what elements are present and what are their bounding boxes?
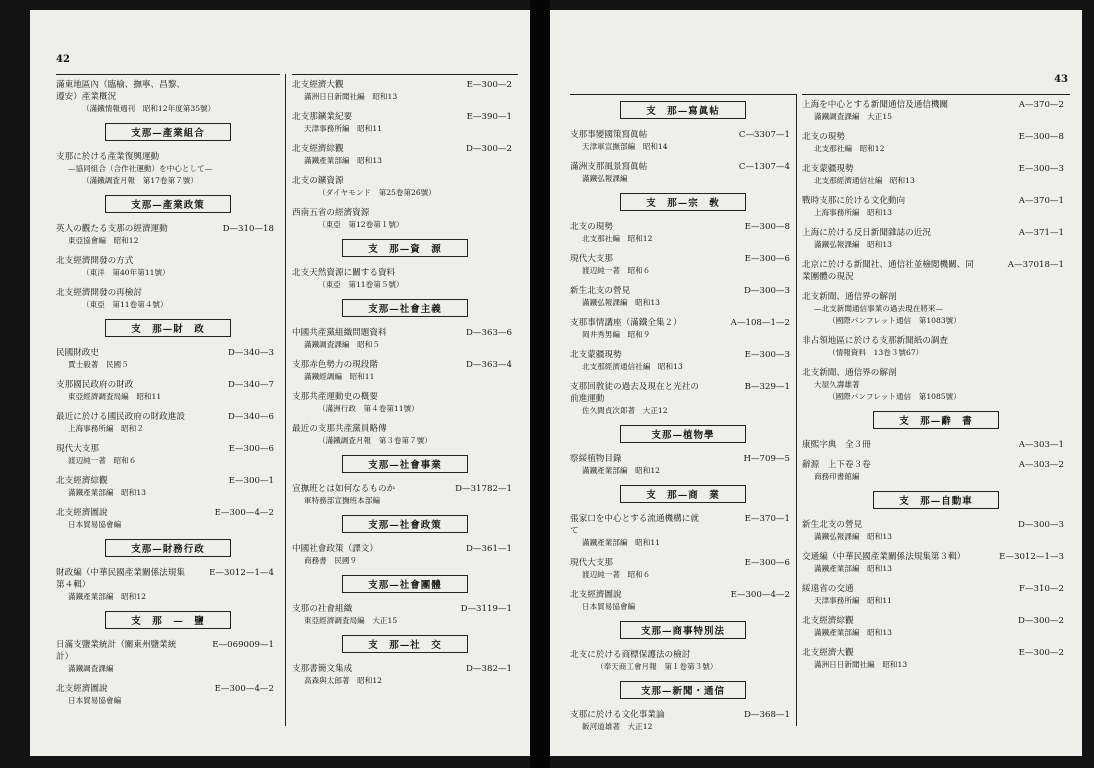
catalog-entry <box>292 327 518 351</box>
catalog-entry <box>570 317 796 341</box>
entry-title: 北支蒙疆現勢 <box>802 164 854 174</box>
entry-title: 辭源 上下卷３卷 <box>802 460 871 470</box>
entry-publisher: 飯河道雄著 大正12 <box>582 722 653 731</box>
entry-publisher: 渡辺純一著 昭和６ <box>582 266 651 275</box>
catalog-entry <box>802 439 1070 451</box>
section-header: 支那—產業組合 <box>105 123 231 141</box>
entry-publisher: 上海事務所編 昭和２ <box>68 424 144 433</box>
right-column-1 <box>570 94 796 748</box>
entry-publisher: —協同組合（合作社運動）を中心として— <box>68 164 213 173</box>
entry-title: 上海に於ける反日新聞雜誌の近況 <box>802 228 931 238</box>
call-number: E—390—1 <box>466 112 512 122</box>
entry-publisher: 北支那經濟通信社編 昭和13 <box>582 362 683 371</box>
call-number: A—370—2 <box>1018 100 1064 110</box>
catalog-entry <box>802 291 1070 327</box>
entry-publisher: 渡辺純一著 昭和６ <box>68 456 137 465</box>
call-number: C—1307—4 <box>738 162 790 172</box>
call-number: C—3307—1 <box>738 130 790 140</box>
section-header: 支 那—社 交 <box>342 635 468 653</box>
entry-publisher: 上海事務所編 昭和13 <box>814 208 893 217</box>
call-number: E—300—8 <box>1018 132 1064 142</box>
entry-publisher: 高森與太郎著 昭和12 <box>304 676 383 685</box>
call-number: E—300—8 <box>744 222 790 232</box>
section-header: 支 那 — 鹽 <box>105 611 231 629</box>
entry-source-note: （滿鐵調査月報 第17卷第７號） <box>82 176 198 185</box>
entry-publisher: 賈士毅著 民國５ <box>68 360 129 369</box>
entry-title: 北支に於ける商標保護法の檢討 <box>570 650 691 660</box>
section-header: 支那—社會主義 <box>342 299 468 317</box>
entry-source-note: （滿鐵調査月報 第３卷第７號） <box>318 436 432 445</box>
entry-source-note: （東亞 第12卷第１號） <box>318 220 404 229</box>
book-gutter <box>530 0 550 768</box>
catalog-entry <box>292 143 518 167</box>
entry-title: 北支那鑛業紀要 <box>292 112 353 122</box>
right-page <box>550 10 1082 756</box>
catalog-entry <box>802 551 1070 575</box>
entry-title: 現代大支那 <box>570 254 613 264</box>
catalog-entry <box>570 349 796 373</box>
left-column-1 <box>56 74 280 748</box>
section-header: 支那—新聞・通信 <box>620 681 746 699</box>
catalog-entry <box>292 207 518 231</box>
catalog-entry <box>802 615 1070 639</box>
catalog-entry <box>292 423 518 447</box>
entry-source-note: （ダイヤモンド 第25卷第26號） <box>318 188 436 197</box>
entry-publisher: 滿鐵產業部編 昭和13 <box>304 156 383 165</box>
entry-title: 戰時支那に於ける文化動向 <box>802 196 906 206</box>
entry-title: 張家口を中心とする流通機構に就て <box>570 514 699 536</box>
catalog-entry <box>802 583 1070 607</box>
call-number: E—300—2 <box>466 80 512 90</box>
entry-publisher: 佐久間貞次郞著 大正12 <box>582 406 668 415</box>
catalog-entry <box>292 175 518 199</box>
entry-title: 最近に於ける國民政府の財政進設 <box>56 412 185 422</box>
entry-publisher: 滿鐵弘報課編 昭和13 <box>582 298 661 307</box>
entry-publisher: 滿鐵產業部編 昭和12 <box>582 466 661 475</box>
entry-publisher: 日本貿易協會編 <box>68 696 122 705</box>
call-number: D—300—3 <box>1018 520 1064 530</box>
call-number: D—310—18 <box>222 224 274 234</box>
section-header: 支 那—寫眞帖 <box>620 101 746 119</box>
entry-title: 北支經濟圖說 <box>56 684 108 694</box>
entry-source-note: （東亞 第11卷第５號） <box>318 280 404 289</box>
entry-title: 交通編（中華民國產業關係法規集第３輯） <box>802 552 966 562</box>
call-number: A—371—1 <box>1018 228 1064 238</box>
entry-title: 英人の觀たる支那の經濟運動 <box>56 224 168 234</box>
call-number: E—300—4—2 <box>214 684 274 694</box>
catalog-entry <box>56 151 280 187</box>
catalog-entry <box>802 459 1070 483</box>
call-number: E—300—6 <box>744 254 790 264</box>
catalog-entry <box>802 519 1070 543</box>
entry-title: 支那赤色勢力の現段階 <box>292 360 378 370</box>
entry-title: 察綏植物目錄 <box>570 454 622 464</box>
top-rule <box>56 74 280 75</box>
call-number: E—370—1 <box>744 514 790 524</box>
catalog-entry <box>570 221 796 245</box>
catalog-entry <box>292 79 518 103</box>
entry-title: 新生北支の營見 <box>570 286 631 296</box>
catalog-entry <box>802 367 1070 403</box>
call-number: B—329—1 <box>744 382 790 392</box>
entry-publisher: —北支新聞通信事業の過去現在將來— <box>814 304 944 313</box>
catalog-entry <box>570 557 796 581</box>
entry-title: 北京に於ける新聞社、通信社並檢閲機關、同業團體の現況 <box>802 260 974 282</box>
entry-title: 北支經濟圖說 <box>56 508 108 518</box>
entry-publisher: 日本貿易協會編 <box>582 602 636 611</box>
entry-title: 支那に於ける產業復興運動 <box>56 152 160 162</box>
entry-publisher: 大屋久壽雄著 <box>814 380 860 389</box>
catalog-entry <box>56 411 280 435</box>
catalog-entry <box>570 161 796 185</box>
entry-title: 現代大支那 <box>56 444 99 454</box>
entry-publisher: 北支那社編 昭和12 <box>582 234 653 243</box>
entry-publisher: 北支那社編 昭和12 <box>814 144 885 153</box>
entry-title: 支那に於ける文化事業論 <box>570 710 665 720</box>
entry-publisher: 滿鐵調査課編 <box>68 664 114 673</box>
entry-publisher: 日本貿易協會編 <box>68 520 122 529</box>
entry-title: 上海を中心とする新聞通信及通信機關 <box>802 100 949 110</box>
call-number: D—340—6 <box>228 412 274 422</box>
entry-title: 北支の現勢 <box>570 222 613 232</box>
entry-publisher: 天津事務所編 昭和11 <box>814 596 893 605</box>
entry-publisher: 滿鐵產業部編 昭和12 <box>68 592 147 601</box>
catalog-entry <box>56 567 280 603</box>
call-number: D—300—3 <box>744 286 790 296</box>
entry-publisher: 滿鐵調査課編 大正15 <box>814 112 893 121</box>
column-divider <box>285 74 286 726</box>
call-number: E—3012—1—4 <box>209 568 274 578</box>
entry-title: 北支新聞、通信界の解剖 <box>802 292 897 302</box>
entry-title: 北支新聞、通信界の解剖 <box>802 368 897 378</box>
section-header: 支那—商事特別法 <box>620 621 746 639</box>
call-number: E—300—6 <box>744 558 790 568</box>
call-number: E—300—1 <box>228 476 274 486</box>
section-header: 支那—社會政策 <box>342 515 468 533</box>
section-header: 支 那—宗 敎 <box>620 193 746 211</box>
call-number: D—31782—1 <box>455 484 512 494</box>
section-header: 支那—財務行政 <box>105 539 231 557</box>
call-number: E—300—6 <box>228 444 274 454</box>
catalog-entry <box>570 589 796 613</box>
call-number: D—368—1 <box>744 710 790 720</box>
entry-title: 北支經濟大觀 <box>802 648 854 658</box>
section-header: 支那—產業政策 <box>105 195 231 213</box>
call-number: A—370—1 <box>1018 196 1064 206</box>
catalog-entry <box>570 649 796 673</box>
call-number: A—37018—1 <box>1007 260 1064 270</box>
left-page <box>30 10 530 756</box>
entry-publisher: 滿洲日日新聞社編 昭和13 <box>814 660 908 669</box>
entry-publisher: 滿鐵弘報課編 <box>582 174 628 183</box>
entry-source-note: （滿鐵情報週刊 昭和12年度第35號） <box>82 104 216 113</box>
entry-source-note: （國際パンフレット通信 第1085號） <box>828 392 961 401</box>
entry-source-note: （滿洲行政 第４卷第11號） <box>318 404 419 413</box>
entry-title: 現代大支那 <box>570 558 613 568</box>
column-divider <box>796 94 797 726</box>
entry-title: 支那事情講座（滿鐵全集２） <box>570 318 682 328</box>
catalog-entry <box>292 391 518 415</box>
entry-title: 滿東地區內（臨榆、撫寧、昌黎、遵安）產業槪況 <box>56 80 185 102</box>
top-rule <box>802 94 1070 95</box>
entry-title: 北支の現勢 <box>802 132 845 142</box>
catalog-entry <box>292 111 518 135</box>
catalog-entry <box>570 381 796 417</box>
entry-title: 滿洲支那風景寫眞帖 <box>570 162 648 172</box>
call-number: D—363—6 <box>466 328 512 338</box>
catalog-entry <box>292 359 518 383</box>
entry-title: 北支經濟綜觀 <box>292 144 344 154</box>
top-rule <box>292 74 518 75</box>
page-number: 42 <box>56 54 70 65</box>
entry-title: 財政編（中華民國產業關係法規集第４輯） <box>56 568 185 590</box>
section-header: 支那—植物學 <box>620 425 746 443</box>
entry-title: 北支經濟綜觀 <box>802 616 854 626</box>
call-number: E—069009—1 <box>212 640 274 650</box>
entry-publisher: 商務印書館編 <box>814 472 860 481</box>
page-number: 43 <box>1054 74 1068 85</box>
catalog-entry <box>570 709 796 733</box>
entry-source-note: （東洋 第40年第11號） <box>82 268 170 277</box>
call-number: D—300—2 <box>466 144 512 154</box>
entry-title: 北支の鑛資源 <box>292 176 344 186</box>
catalog-entry <box>802 163 1070 187</box>
catalog-entry <box>570 129 796 153</box>
catalog-entry <box>56 639 280 675</box>
entry-title: 北支經濟大觀 <box>292 80 344 90</box>
call-number: D—363—4 <box>466 360 512 370</box>
entry-publisher: 天津軍宣撫部編 昭和14 <box>582 142 668 151</box>
section-header: 支 那—財 政 <box>105 319 231 337</box>
catalog-entry <box>292 267 518 291</box>
entry-title: 康熙字典 全３冊 <box>802 440 871 450</box>
call-number: E—300—2 <box>1018 648 1064 658</box>
entry-source-note: （奉天商工會月報 第１卷第３號） <box>596 662 718 671</box>
section-header: 支 那—資 源 <box>342 239 468 257</box>
entry-publisher: 渡辺純一著 昭和６ <box>582 570 651 579</box>
entry-publisher: 滿鐵調査課編 昭和５ <box>304 340 380 349</box>
call-number: H—709—5 <box>743 454 790 464</box>
entry-title: 最近の支那共產黨員略傳 <box>292 424 387 434</box>
call-number: A—108—1—2 <box>730 318 790 328</box>
catalog-entry <box>56 443 280 467</box>
catalog-entry <box>570 285 796 309</box>
entry-title: 民國財政史 <box>56 348 99 358</box>
entry-title: 支那國民政府の財政 <box>56 380 134 390</box>
catalog-entry <box>802 227 1070 251</box>
entry-source-note: （情報資料 13卷３號67） <box>828 348 924 357</box>
call-number: D—340—7 <box>228 380 274 390</box>
entry-publisher: 東亞經濟調査局編 昭和11 <box>68 392 162 401</box>
call-number: D—3119—1 <box>460 604 512 614</box>
entry-title: 北支經濟圖說 <box>570 590 622 600</box>
call-number: E—300—3 <box>1018 164 1064 174</box>
entry-title: 新生北支の營見 <box>802 520 863 530</box>
catalog-entry <box>292 543 518 567</box>
entry-publisher: 滿洲日日新聞社編 昭和13 <box>304 92 398 101</box>
entry-title: 西南五省の經濟資源 <box>292 208 370 218</box>
catalog-entry <box>802 259 1070 283</box>
entry-publisher: 岡井秀男編 昭和９ <box>582 330 651 339</box>
catalog-entry <box>56 379 280 403</box>
call-number: E—300—3 <box>744 350 790 360</box>
catalog-entry <box>56 287 280 311</box>
entry-publisher: 滿鐵產業部編 昭和13 <box>814 564 893 573</box>
entry-title: 北支天然資源に關する資料 <box>292 268 396 278</box>
call-number: E—300—4—2 <box>730 590 790 600</box>
call-number: E—300—4—2 <box>214 508 274 518</box>
catalog-entry <box>292 603 518 627</box>
catalog-entry <box>56 475 280 499</box>
entry-title: 宣撫班とは如何なるものか <box>292 484 396 494</box>
top-rule <box>570 94 796 95</box>
call-number: D—300—2 <box>1018 616 1064 626</box>
entry-title: 日滿支鹽業統計（關東州鹽業統計） <box>56 640 177 662</box>
entry-title: 支那回敎徒の過去及現在と光社の前進運動 <box>570 382 699 404</box>
left-column-2 <box>292 74 518 748</box>
catalog-entry <box>56 223 280 247</box>
entry-title: 支那事變國策寫眞帖 <box>570 130 648 140</box>
catalog-entry <box>56 79 280 115</box>
call-number: F—310—2 <box>1018 584 1064 594</box>
entry-title: 北支經濟綜觀 <box>56 476 108 486</box>
catalog-entry <box>292 663 518 687</box>
entry-title: 非占領地區に於ける支那新聞紙の調査 <box>802 336 949 346</box>
section-header: 支那—社會團體 <box>342 575 468 593</box>
catalog-entry <box>802 335 1070 359</box>
call-number: A—303—1 <box>1018 440 1064 450</box>
entry-publisher: 北支那經濟通信社編 昭和13 <box>814 176 915 185</box>
entry-publisher: 滿鐵經調編 昭和11 <box>304 372 375 381</box>
entry-title: 北支蒙疆現勢 <box>570 350 622 360</box>
catalog-entry <box>56 255 280 279</box>
catalog-entry <box>56 683 280 707</box>
call-number: D—340—3 <box>228 348 274 358</box>
section-header: 支 那—自動車 <box>873 491 999 509</box>
right-column-2 <box>802 94 1070 748</box>
entry-publisher: 滿鐵產業部編 昭和13 <box>814 628 893 637</box>
section-header: 支 那—商 業 <box>620 485 746 503</box>
call-number: D—361—1 <box>466 544 512 554</box>
catalog-entry <box>570 453 796 477</box>
entry-source-note: （國際パンフレット通信 第1083號） <box>828 316 961 325</box>
call-number: A—303—2 <box>1018 460 1064 470</box>
entry-title: 支那書簡文集成 <box>292 664 353 674</box>
entry-publisher: 滿鐵產業部編 昭和11 <box>582 538 661 547</box>
catalog-entry <box>802 195 1070 219</box>
catalog-entry <box>802 647 1070 671</box>
entry-title: 支那共產運動史の槪要 <box>292 392 378 402</box>
catalog-entry <box>56 507 280 531</box>
entry-publisher: 滿鐵弘報課編 昭和13 <box>814 532 893 541</box>
call-number: E—3012—1—3 <box>999 552 1064 562</box>
entry-publisher: 東亞經濟調査局編 大正15 <box>304 616 398 625</box>
entry-title: 北支經濟開發の再檢討 <box>56 288 142 298</box>
section-header: 支那—社會事業 <box>342 455 468 473</box>
entry-publisher: 商務書 民國９ <box>304 556 358 565</box>
catalog-entry <box>802 131 1070 155</box>
entry-title: 支那の社會組織 <box>292 604 353 614</box>
section-header: 支 那—辭 書 <box>873 411 999 429</box>
entry-title: 北支經濟開發の方式 <box>56 256 134 266</box>
catalog-entry <box>56 347 280 371</box>
entry-title: 中國社會政策（譯文） <box>292 544 378 554</box>
entry-title: 中國共產黨組織問題資料 <box>292 328 387 338</box>
catalog-entry <box>570 253 796 277</box>
entry-publisher: 天津事務所編 昭和11 <box>304 124 383 133</box>
entry-publisher: 東亞協會編 昭和12 <box>68 236 139 245</box>
call-number: D—382—1 <box>466 664 512 674</box>
catalog-entry <box>292 483 518 507</box>
entry-publisher: 滿鐵產業部編 昭和13 <box>68 488 147 497</box>
entry-publisher: 軍特務部宣撫班本部編 <box>304 496 380 505</box>
entry-publisher: 滿鐵弘報課編 昭和13 <box>814 240 893 249</box>
catalog-entry <box>802 99 1070 123</box>
entry-title: 綏遠省の交通 <box>802 584 854 594</box>
catalog-entry <box>570 513 796 549</box>
entry-source-note: （東亞 第11卷第４號） <box>82 300 168 309</box>
